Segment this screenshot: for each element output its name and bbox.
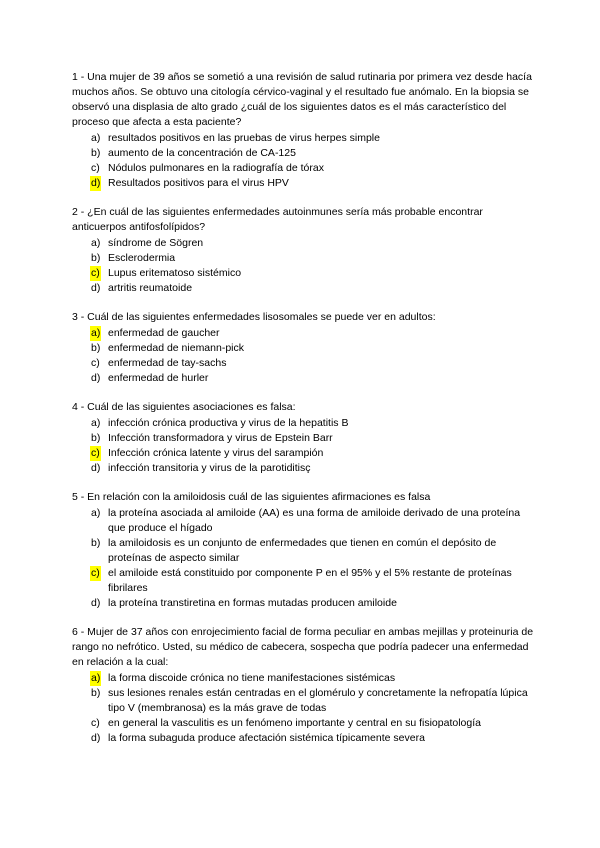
question-text: 4 - Cuál de las siguientes asociaciones es falsa: — [72, 401, 296, 413]
question-text: 5 - En relación con la amiloidosis cuál de las siguientes afirmaciones es falsa — [72, 491, 431, 503]
option-c — [72, 716, 540, 731]
option-letter: b) — [91, 147, 101, 159]
option-text: la amiloidosis es un conjunto de enfermedades que tienen en común el depósito de proteínas de aspecto similar — [108, 537, 497, 564]
option-text: la proteína asociada al amiloide (AA) es una forma de amiloide derivado de una proteína que produce el hígado — [108, 507, 521, 534]
option-text: Nódulos pulmonares en la radiografía de tórax — [108, 162, 324, 174]
option-text: Infección crónica latente y virus del sarampión — [108, 447, 324, 459]
option-c-highlighted — [72, 266, 540, 281]
option-letter: d) — [91, 462, 101, 474]
option-letter: c) — [91, 717, 100, 729]
question-text: 2 - ¿En cuál de las siguientes enfermedades autoinmunes sería más probable encontrar anticuerpos antifosfolípidos? — [72, 206, 483, 233]
option-a-highlighted — [72, 326, 540, 341]
option-text: la proteína transtiretina en formas mutadas producen amiloide — [108, 597, 397, 609]
option-letter: b) — [91, 687, 101, 699]
question-2 — [72, 205, 540, 296]
option-text: Esclerodermia — [108, 252, 176, 264]
option-letter: c) — [91, 357, 100, 369]
option-d — [72, 731, 540, 746]
option-b — [72, 686, 540, 716]
option-b — [72, 251, 540, 266]
option-c — [72, 161, 540, 176]
option-letter: b) — [91, 537, 101, 549]
option-text: enfermedad de niemann-pick — [108, 342, 244, 354]
options-list — [72, 326, 540, 386]
options-list — [72, 671, 540, 746]
question-4 — [72, 400, 540, 476]
question-text: 1 - Una mujer de 39 años se sometió a una revisión de salud rutinaria por primera vez desde hacía muchos años. Se obtuvo una citología cérvico-vaginal y el resultado fue anómalo. En la biopsia se observó una displasia de alto grado ¿cuál de los siguientes datos es el más característico del proceso que afecta a esta paciente? — [72, 71, 532, 128]
option-letter: d) — [91, 372, 101, 384]
option-a — [72, 416, 540, 431]
option-text: síndrome de Sögren — [108, 237, 204, 249]
option-text: resultados positivos en las pruebas de virus herpes simple — [108, 132, 380, 144]
option-text: sus lesiones renales están centradas en el glomérulo y concretamente la nefropatía lúpica tipo V (membranosa) es la más grave de todas — [108, 687, 528, 714]
option-text: aumento de la concentración de CA-125 — [108, 147, 296, 159]
option-d — [72, 371, 540, 386]
option-a — [72, 506, 540, 536]
question-1 — [72, 70, 540, 191]
question-text: 6 - Mujer de 37 años con enrojecimiento facial de forma peculiar en ambas mejillas y proteinuria de rango no nefrótico. Usted, su médico de cabecera, sospecha que podría padecer una enfermedad en relación a la cual: — [72, 626, 534, 668]
options-list — [72, 131, 540, 191]
option-c-highlighted — [72, 446, 540, 461]
option-letter: a) — [91, 507, 101, 519]
option-b — [72, 341, 540, 356]
option-letter: b) — [91, 342, 101, 354]
option-text: en general la vasculitis es un fenómeno importante y central en su fisiopatología — [108, 717, 481, 729]
option-a-highlighted — [72, 671, 540, 686]
option-letter: a) — [91, 237, 101, 249]
option-b — [72, 431, 540, 446]
option-text: Infección transformadora y virus de Epstein Barr — [108, 432, 333, 444]
option-text: el amiloide está constituido por componente P en el 95% y el 5% restante de proteínas fibrilares — [108, 567, 512, 594]
option-text: infección crónica productiva y virus de la hepatitis B — [108, 417, 349, 429]
option-letter: c) — [91, 162, 100, 174]
option-text: artritis reumatoide — [108, 282, 193, 294]
option-letter: b) — [91, 432, 101, 444]
option-d — [72, 281, 540, 296]
option-letter: d) — [91, 282, 101, 294]
option-b — [72, 146, 540, 161]
option-text: la forma discoide crónica no tiene manifestaciones sistémicas — [108, 672, 396, 684]
option-text: enfermedad de gaucher — [108, 327, 220, 339]
option-a — [72, 131, 540, 146]
option-letter-highlight: c) — [91, 447, 100, 459]
option-letter: a) — [91, 132, 101, 144]
option-d-highlighted — [72, 176, 540, 191]
question-6 — [72, 625, 540, 746]
option-text: infección transitoria y virus de la parotiditisç — [108, 462, 311, 474]
option-d — [72, 596, 540, 611]
option-c — [72, 356, 540, 371]
option-letter-highlight: a) — [91, 327, 101, 339]
option-text: enfermedad de tay-sachs — [108, 357, 227, 369]
option-letter-highlight: c) — [91, 267, 100, 279]
question-3 — [72, 310, 540, 386]
option-letter-highlight: c) — [91, 567, 100, 579]
option-text: la forma subaguda produce afectación sistémica típicamente severa — [108, 732, 425, 744]
question-5 — [72, 490, 540, 611]
option-letter: b) — [91, 252, 101, 264]
option-letter-highlight: a) — [91, 672, 101, 684]
option-letter: d) — [91, 597, 101, 609]
option-text: Resultados positivos para el virus HPV — [108, 177, 289, 189]
question-text: 3 - Cuál de las siguientes enfermedades lisosomales se puede ver en adultos: — [72, 311, 436, 323]
option-letter: a) — [91, 417, 101, 429]
option-a — [72, 236, 540, 251]
options-list — [72, 416, 540, 476]
options-list — [72, 506, 540, 611]
option-text: Lupus eritematoso sistémico — [108, 267, 242, 279]
option-letter: d) — [91, 732, 101, 744]
option-letter-highlight: d) — [91, 177, 101, 189]
options-list — [72, 236, 540, 296]
option-text: enfermedad de hurler — [108, 372, 209, 384]
option-c-highlighted — [72, 566, 540, 596]
option-d — [72, 461, 540, 476]
option-b — [72, 536, 540, 566]
